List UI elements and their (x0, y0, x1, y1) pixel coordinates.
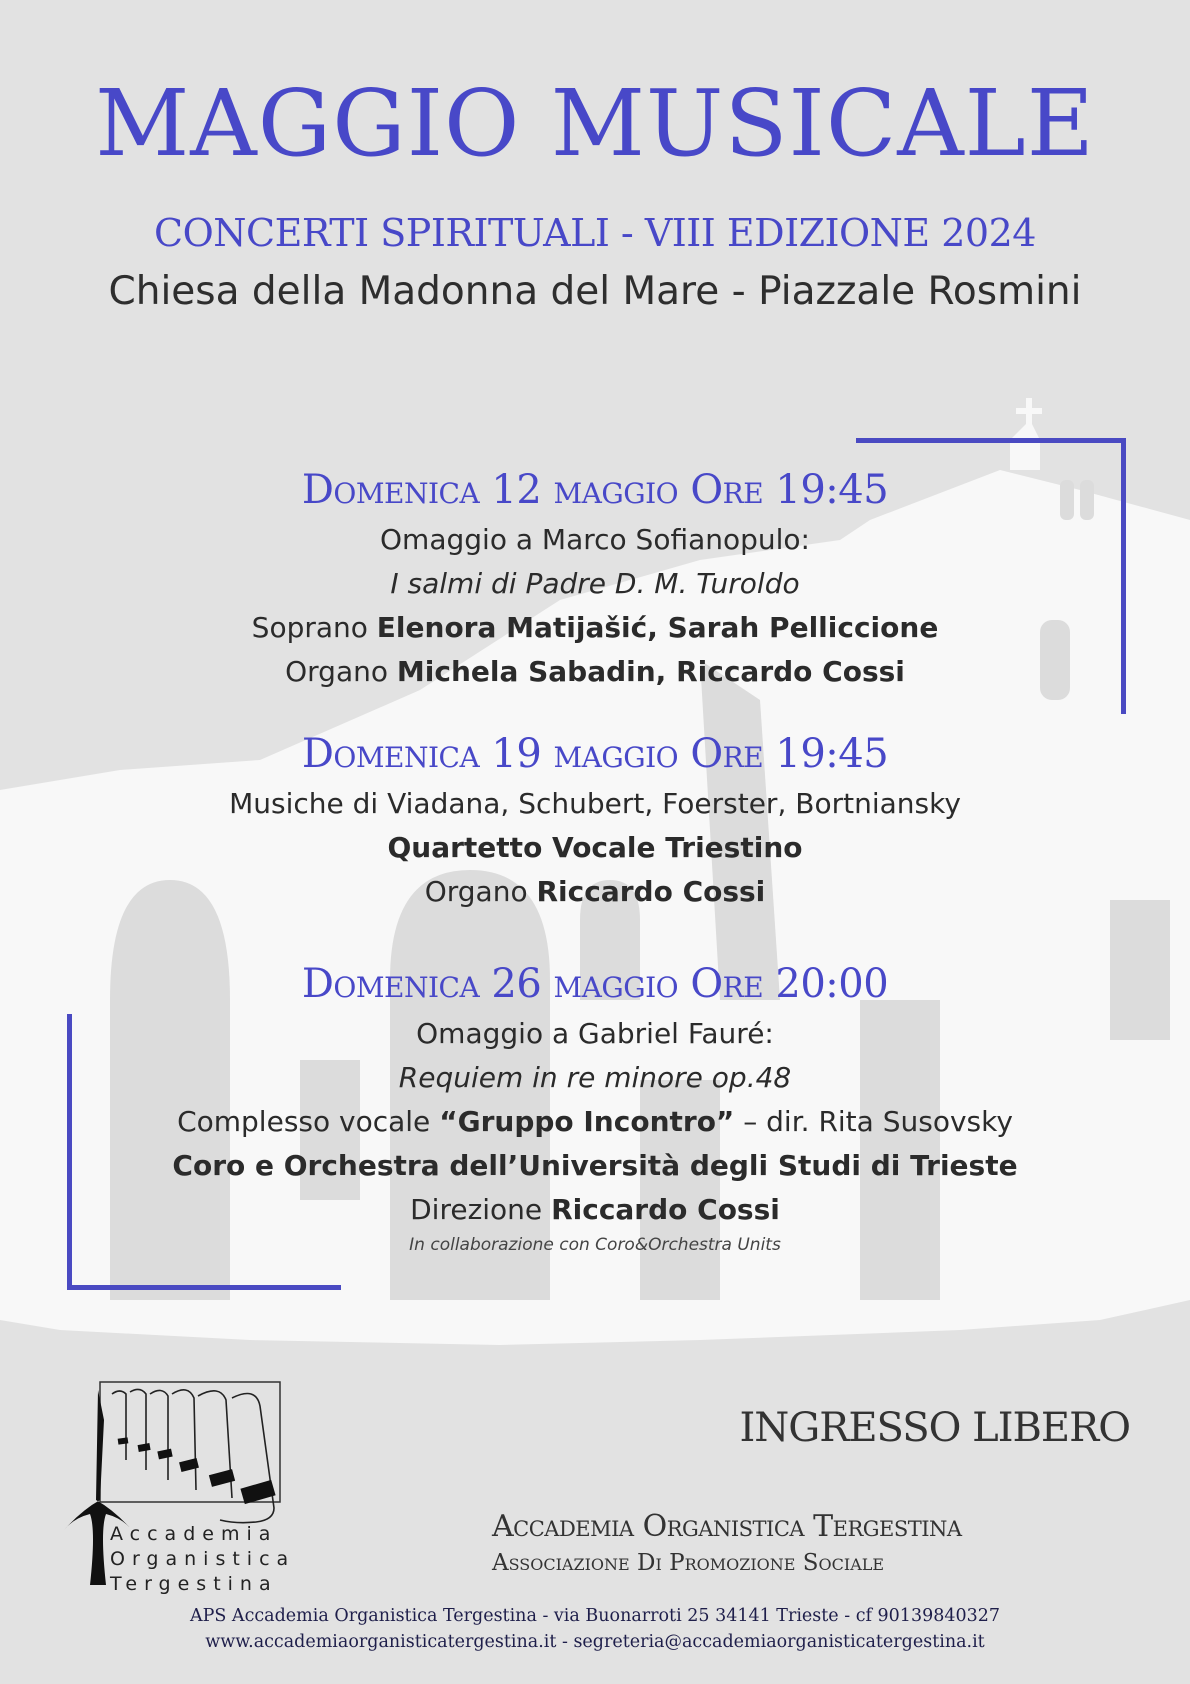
organization-type: Associazione Di Promozione Sociale (492, 1550, 885, 1576)
free-entry-label: INGRESSO LIBERO (739, 1405, 1130, 1451)
event-2-organ (0, 870, 1190, 914)
event-1-line1: Omaggio a Marco Sofianopulo: (380, 523, 810, 556)
organization-name: Accademia Organistica Tergestina (492, 1509, 962, 1544)
logo-text-line3: Tergestina (110, 1573, 278, 1595)
event-3-line1: Omaggio a Gabriel Fauré: (416, 1017, 774, 1050)
event-3-direction-label: Direzione (410, 1193, 552, 1226)
event-3-direction (0, 1188, 1190, 1232)
event-3-choir-name: “Gruppo Incontro” (439, 1105, 735, 1138)
event-2 (0, 731, 1190, 914)
event-3-orchestra-name: Coro e Orchestra dell’Università degli Studi di Trieste (172, 1149, 1018, 1182)
event-3-heading: Domenica 26 maggio Ore 20:00 (301, 961, 889, 1007)
poster-subtitle: CONCERTI SPIRITUALI - VIII EDIZIONE 2024 (154, 211, 1036, 255)
event-1-organ-label: Organo (285, 655, 397, 688)
event-3-direction-names: Riccardo Cossi (551, 1193, 780, 1226)
footer-web-email: www.accademiaorganisticatergestina.it - segreteria@accademiaorganisticatergestina.it (205, 1632, 985, 1652)
event-1-organ (0, 650, 1190, 694)
event-3-orchestra (0, 1144, 1190, 1188)
event-3-collaboration-note: In collaborazione con Coro&Orchestra Units (409, 1235, 781, 1255)
event-3-choir (0, 1100, 1190, 1144)
venue-line: Chiesa della Madonna del Mare - Piazzale Rosmini (108, 269, 1082, 314)
logo-text-line1: Accademia (110, 1523, 278, 1545)
event-3-choir-director: – dir. Rita Susovsky (734, 1105, 1013, 1138)
event-2-ensemble-name: Quartetto Vocale Triestino (387, 831, 803, 864)
event-2-organ-label: Organo (424, 875, 537, 908)
event-3 (0, 961, 1190, 1258)
event-1 (0, 467, 1190, 694)
event-1-soprano-label: Soprano (251, 611, 377, 644)
event-2-heading: Domenica 19 maggio Ore 19:45 (301, 731, 889, 777)
poster-title: MAGGIO MUSICALE (95, 70, 1095, 177)
event-2-ensemble (0, 826, 1190, 870)
event-2-organ-names: Riccardo Cossi (536, 875, 766, 908)
event-3-choir-label: Complesso vocale (177, 1105, 440, 1138)
event-1-soprano (0, 606, 1190, 650)
event-1-work: I salmi di Padre D. M. Turoldo (390, 567, 800, 600)
footer-address: APS Accademia Organistica Tergestina - via Buonarroti 25 34141 Trieste - cf 90139840327 (189, 1606, 1001, 1626)
event-2-line1: Musiche di Viadana, Schubert, Foerster, Bortniansky (229, 787, 961, 820)
event-1-organ-names: Michela Sabadin, Riccardo Cossi (396, 655, 905, 688)
logo-text-line2: Organistica (110, 1548, 296, 1570)
event-1-soprano-names: Elenora Matijašić, Sarah Pelliccione (376, 611, 939, 644)
event-3-work: Requiem in re minore op.48 (398, 1061, 792, 1094)
event-1-heading: Domenica 12 maggio Ore 19:45 (301, 467, 889, 513)
